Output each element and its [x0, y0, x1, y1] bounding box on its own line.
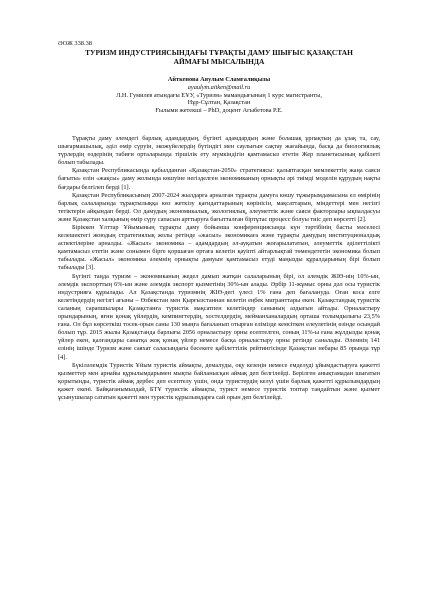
paper-title-line-1: ТУРИЗМ ИНДУСТРИЯСЫНДАҒЫ ТҰРАҚТЫ ДАМУ ШЫҒЫС ҚАЗАҚСТАН — [85, 48, 353, 57]
author-name: Айткенова Аяулым Сламғалиқызы — [167, 76, 271, 83]
paper-title — [58, 48, 380, 66]
author-affiliation: Л.Н. Гумилев атындағы ЕҰУ, «Туризм» мамандығының 1 курс магистранты, — [116, 91, 322, 99]
article-body — [58, 135, 380, 402]
paragraph: Бүгінгі таңда туризм – экономиканың жедел дамып жатқан салаларының бірі, ол әлемдік ЖІӨ-нің 10%-ын, әлемдік экспорттың 6%-ын және әлемдік экспорт қызметінің 30%-ын алады. Әрбір 11-жұмыс орны дәл осы туристік индустрияға құрылады. Ал Қазақстанда туризмнің ЖІӨ-дегі үлесі 1% ғана деп бағалануда. Оған коса елге келетіндердің негізгі ағыны – Өзбекстан мен Қырғызстаннан келетін еңбек мигранттары екен. Қазақстандық туристік саланың сарапшылары Қазақстанға туристік мақсатпен келетіндер санының аздығын айтады. Орналастыру орындарының, яғни қонақ үйлердің, кемпингтердің, хостелдердің, мейманханалардың орташа толымдылығы 23,5% ғана. Ол бұл көрсеткіш тосек-орын саны 130 мыңға бағаланып отырған елімізде кемсіткен елеулетінің өзінде осындай болып тұр. 2015 жылы Қазақстанда барлығы 2056 орналастыру орны есептелген, соның 11%-ы ғана жұлдызды қонақ үйлер екен, қалғандары санатқа жоқ қонақ үйлер немесе басқа орналастыру орны ретінде саналады. Әлемнің 141 елінің ішінде Туризм және саяхат саласындағы бәсекеге қабілеттілік рейтингісінде Қазақстан небары 85 орында тұр [4]. — [58, 272, 380, 361]
author-supervisor: Ғылыми жетекші – PhD, доцент Агыбетова Р.Е. — [155, 107, 283, 115]
paragraph: Қазақстан Республикасында қабылданған «Қазақстан-2050» стратегиясы: қалыптасқан мемлекеттің жаңа саяси бағыты» елін «жақсы» даму жолында көшуіне негізделген экономиканың орнықты әрі тиімді моделін құрудың нақты бағдары белгілеп берді [1]. — [58, 167, 380, 191]
paragraph: Бүкіләлемдік Туристік Ұйым туристік аймақты, демалуды, оқу кезеңін немесе емделуді ұйымдастыруға қажетті қызметтер мен арнайы құрылымдарымен мықты байланысқан аймақ деп белгілейді. Берілген анықтамадан шығатын қорытынды, туристік аймақ дербес деп есептелу үшін, онда туристердің келуі үшін барлық қажетті құрылымдардың қажет екені. Байқағанымыздай, БТҰ туристік аймақты, турист немесе туристік топтар таңдайтын және қызмет ұсынушылар сататын қажетті мен туристік құрылымдарға сай орын деп белгілейді. — [58, 361, 380, 401]
paragraph: Біріккен Ұлттар Ұйымының тұрақты даму бойынша конференциясында күн тәртібінің басты мәселесі келешектегі жоюдың стратегиялық жолы ретінде «жасыл» экономикаға және тұрақты дамудың институционалдық аспектілеріне арналды. «Жасыл» экономика – адамдардың әл-ауқатын жоғарылататын, әлеуметтік әділеттілікті қамтамасыз ететін және сонымен бірге қоршаған ортаға келетін қауіпті айтарлықтай төмендететін экономика болып табылады. «Жасыл» экономика әлемнің орнықты дамуын қамтамасыз етуді маңызды құралдарының бірі болып табылады [3]. — [58, 224, 380, 272]
paper-title-line-2: АЙМАҒЫ МЫСАЛЫНДА — [173, 57, 265, 66]
paragraph: Қазақстан Республикасының 2007-2024 жылдарға арналған тұрақты дамуға көшу тұжырымдамасына ел өмірінің барлық салаларында тұрақтылыққа көз жеткізу қағидаттарының көрінісін, мақсаттарын, міндеттері мен негізгі тетіктерін айқындап берді. Ол дамудың экономикалық, экологиялық, әлеуметтік және саяси факторлары ықпалдасуы және Қазақстан халқының өмір сүру сапасын арттыруға бағытталған біртұтас процесс болуы тиіс деп көрсетті [2]. — [58, 191, 380, 223]
udk-code: ӘОЖ 338.38 — [58, 40, 92, 47]
author-block — [58, 76, 380, 115]
author-email[interactable]: ayaulym.aitken@mail.ru — [187, 83, 251, 91]
paragraph: Тұрақты даму әлемдегі барлық адамдардың, бүгінгі адамдардың және болашақ ұрпақтың да ұзақ та, сау, шығармашылық, әділ өмір сүруін, экожүйелердің бүтіндігі мен саулығын сақтау жағайында, басқа да биологиялық түрлердің өздерінің табиғи орталарында тіршілік ету мүмкіндігін қамтамасыз ететін Жер планетасының қабілеті болып табылады. — [58, 134, 380, 167]
author-location: Нұр-Сұлтан, Қазақстан — [187, 99, 251, 107]
